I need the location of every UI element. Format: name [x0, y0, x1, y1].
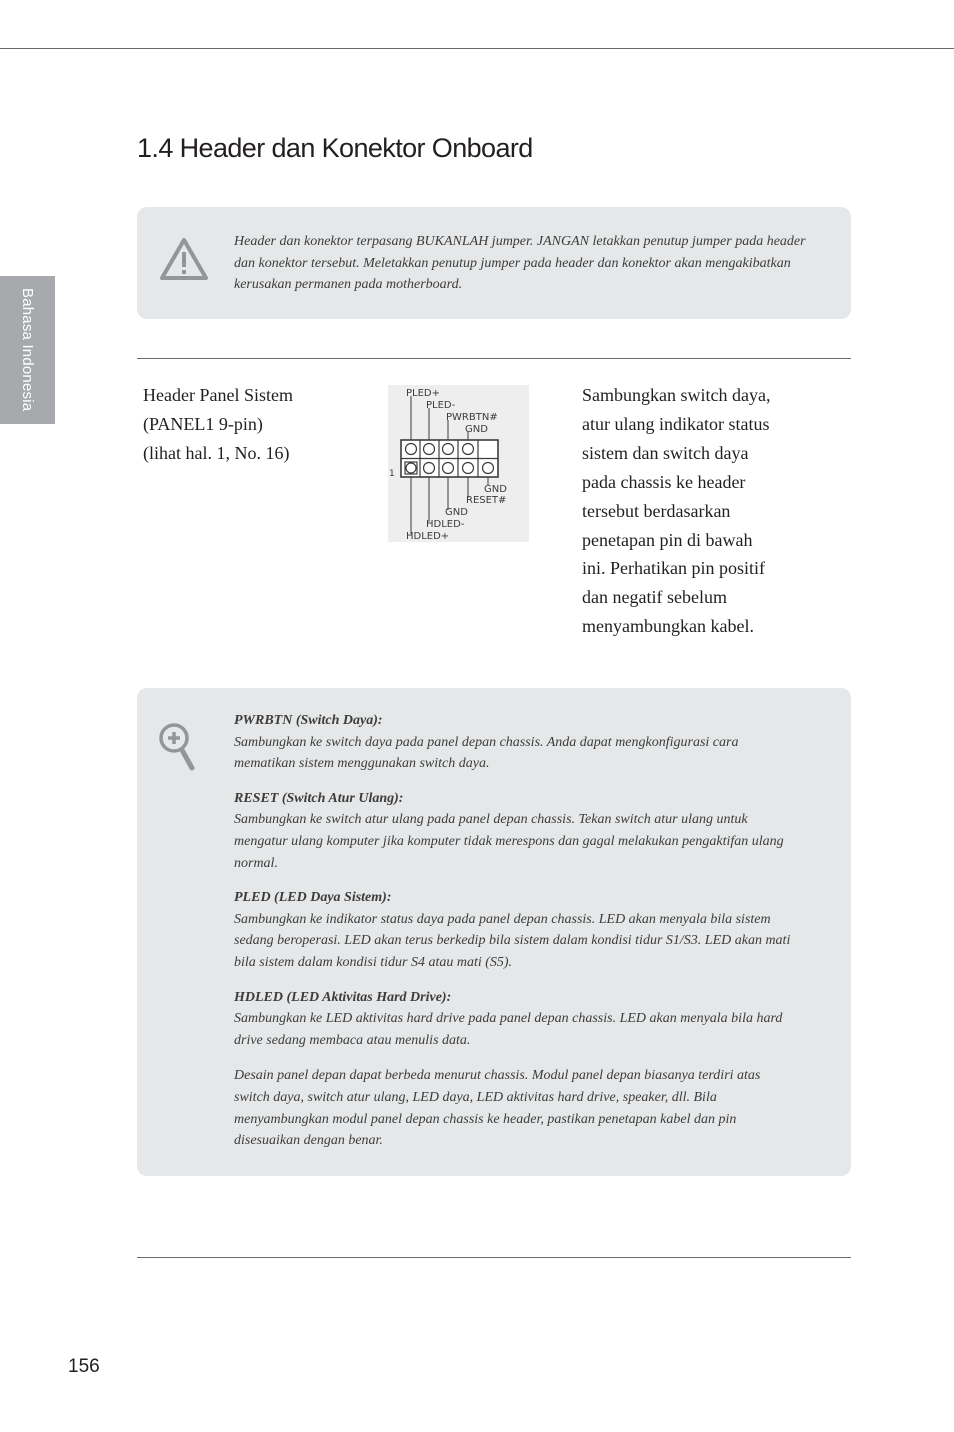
notes-box: [137, 688, 851, 1176]
description-line: atur ulang indikator status: [582, 413, 770, 434]
note-body: Sambungkan ke LED aktivitas hard drive pada panel depan chassis. LED akan menyala bila hard drive sedang membaca atau menulis data.: [234, 1011, 783, 1048]
section-rule-bottom: [137, 1257, 851, 1258]
language-side-tab: [0, 276, 55, 424]
panel-pin-diagram: [388, 385, 529, 542]
header-label-line: Header Panel Sistem: [143, 385, 293, 405]
header-label-line: (PANEL1 9-pin): [143, 414, 263, 434]
note-body: Sambungkan ke switch atur ulang pada panel depan chassis. Tekan switch atur ulang untuk mengatur ulang komputer jika komputer tidak merespons dan gagal melakukan pengaktifan ulang normal.: [234, 812, 784, 871]
header-description: [582, 381, 812, 641]
description-line: menyambungkan kabel.: [582, 616, 754, 637]
section-title: 1.4 Header dan Konektor Onboard: [137, 133, 533, 163]
header-label: [143, 381, 293, 468]
note-body: Sambungkan ke indikator status daya pada panel depan chassis. LED akan menyala bila sistem sedang beroperasi. LED akan terus berkedip bila sistem dalam kondisi tidur S1/S3. LED akan mati bila sistem dalam kondisi tidur S4 atau mati (S5).: [234, 911, 791, 970]
pin-label: GND: [484, 484, 507, 495]
note-item: [234, 887, 794, 973]
pin-label: HDLED-: [426, 519, 465, 530]
note-item: [234, 710, 794, 775]
note-heading: HDLED (LED Aktivitas Hard Drive):: [234, 989, 452, 1005]
description-line: Sambungkan switch daya,: [582, 385, 771, 405]
pin-label: GND: [465, 424, 488, 435]
note-body: Sambungkan ke switch daya pada panel depan chassis. Anda dapat mengkonfigurasi cara mematikan sistem menggunakan switch daya.: [234, 734, 739, 772]
pin-label: GND: [445, 507, 468, 518]
pin-label: PLED-: [426, 400, 456, 411]
page-number: 156: [68, 1356, 100, 1377]
pin-label: PWRBTN#: [446, 412, 498, 423]
description-line: dan negatif sebelum: [582, 587, 727, 608]
section-rule-top: [137, 358, 851, 359]
description-line: penetapan pin di bawah: [582, 529, 753, 550]
pin-one-marker: 1: [389, 469, 395, 479]
header-label-line: (lihat hal. 1, No. 16): [143, 443, 290, 463]
notes-content: [234, 710, 794, 1152]
description-line: pada chassis ke header: [582, 471, 746, 492]
pin-label: PLED+: [406, 388, 440, 399]
note-item: [234, 987, 794, 1052]
warning-triangle-icon: [159, 237, 209, 281]
pin-label: RESET#: [466, 495, 507, 506]
note-heading: PLED (LED Daya Sistem):: [234, 890, 392, 906]
note-heading: PWRBTN (Switch Daya):: [234, 713, 383, 728]
description-line: ini. Perhatikan pin positif: [582, 558, 765, 579]
description-line: sistem dan switch daya: [582, 442, 749, 463]
side-tab-label: Bahasa Indonesia: [19, 288, 36, 412]
note-item: [234, 788, 794, 874]
description-line: tersebut berdasarkan: [582, 500, 731, 521]
warning-box: [137, 207, 851, 319]
note-heading: RESET (Switch Atur Ulang):: [234, 790, 404, 806]
notes-closing: Desain panel depan dapat berbeda menurut chassis. Modul panel depan biasanya terdiri atas switch daya, switch atur ulang, LED daya, LED aktivitas hard drive, speaker, dll. Bila menyambungkan modul panel depan chassis ke header, pastikan penetapan kabel dan pin disesuaikan dengan benar.: [234, 1068, 761, 1149]
top-rule: [0, 48, 954, 49]
pin-label: HDLED+: [406, 531, 450, 542]
warning-text: Header dan konektor terpasang BUKANLAH jumper. JANGAN letakkan penutup jumper pada header dan konektor tersebut. Meletakkan penutup jumper pada header dan konektor akan mengakibatkan kerusakan permanen pada motherboard.: [234, 234, 806, 293]
magnifier-plus-icon: [157, 721, 197, 773]
